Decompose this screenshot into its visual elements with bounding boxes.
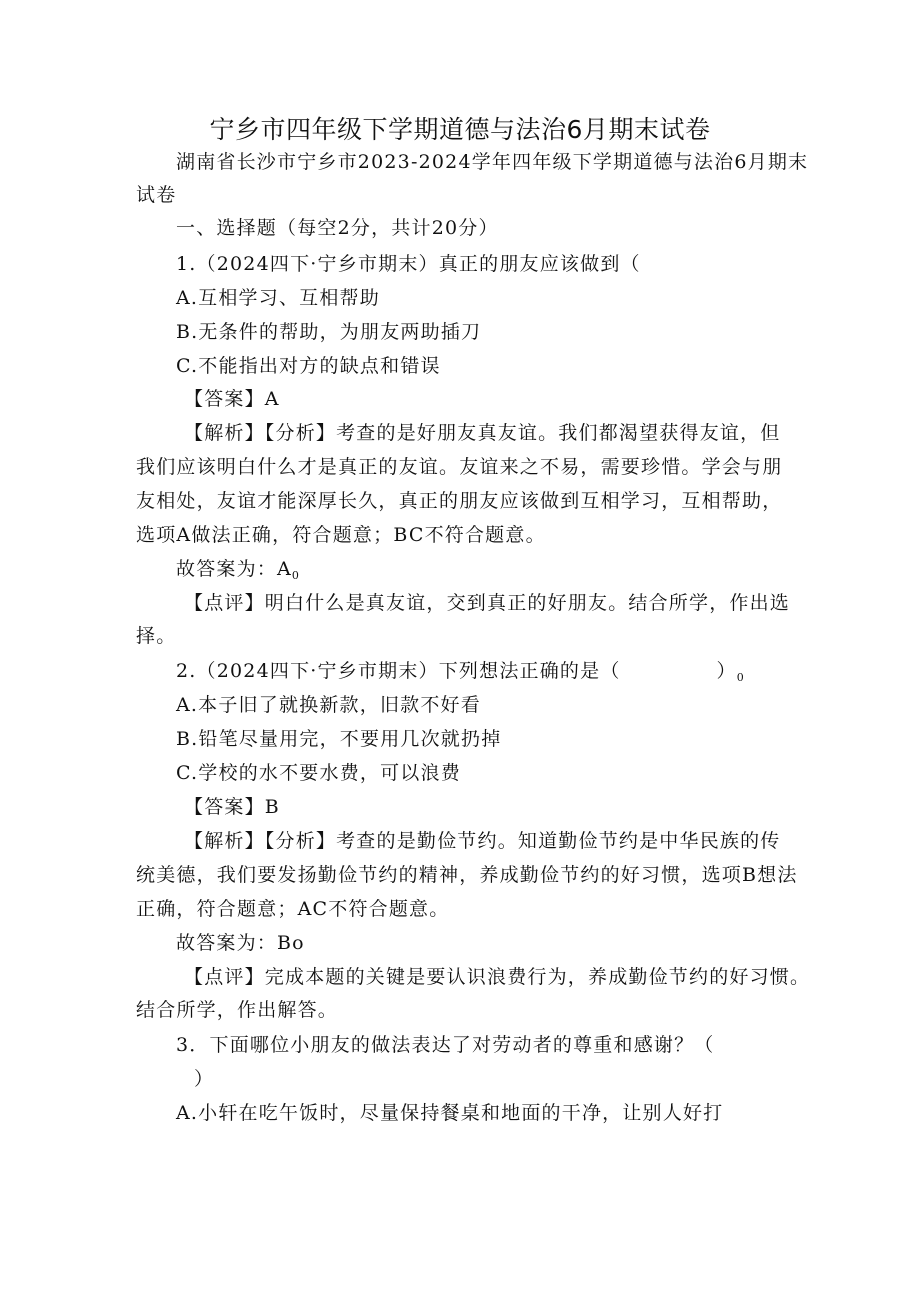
q1-comment-line-1: 【点评】明白什么是真友谊，交到真正的好朋友。结合所学，作出选 <box>184 592 791 614</box>
q1-analysis-line-4: 选项A做法正确，符合题意；BC不符合题意。 <box>136 524 546 546</box>
q1-option-b: B.无条件的帮助，为朋友两助插刀 <box>176 321 482 343</box>
subtitle-line-1: 湖南省长沙市宁乡市2023-2024学年四年级下学期道德与法治6月期末 <box>176 151 809 173</box>
q1-analysis-line-2: 我们应该明白什么才是真正的友谊。友谊来之不易，需要珍惜。学会与朋 <box>136 456 783 478</box>
q1-final-text: 故答案为：A <box>176 558 292 580</box>
section-heading: 一、选择题（每空2分，共计20分） <box>176 217 499 239</box>
q1-stem: 1.（2024四下·宁乡市期末）真正的朋友应该做到（ <box>176 253 641 275</box>
q1-answer: 【答案】A <box>184 388 280 410</box>
q3-option-a: A.小轩在吃午饭时，尽量保持餐桌和地面的干净，让别人好打 <box>176 1102 724 1124</box>
q1-option-c: C.不能指出对方的缺点和错误 <box>176 355 441 377</box>
q2-analysis-line-3: 正确，符合题意；AC不符合题意。 <box>136 898 450 920</box>
q1-analysis-line-3: 友相处，友谊才能深厚长久，真正的朋友应该做到互相学习，互相帮助， <box>136 490 783 512</box>
q1-comment-line-2: 择。 <box>136 625 177 647</box>
q2-option-c: C.学校的水不要水费，可以浪费 <box>176 762 461 784</box>
q1-analysis-line-1: 【解析】【分析】考查的是好朋友真友谊。我们都渴望获得友谊，但 <box>184 422 781 444</box>
q2-final-answer: 故答案为：Bo <box>176 932 305 954</box>
q1-final-sub: 0 <box>291 569 299 582</box>
subtitle-line-2: 试卷 <box>136 184 177 206</box>
q1-final-answer <box>176 557 299 588</box>
q2-stem-sub: 0 <box>736 671 744 684</box>
q2-stem-text: 2.（2024四下·宁乡市期末）下列想法正确的是（ <box>176 660 621 682</box>
page-title: 宁乡市四年级下学期道德与法治6月期末试卷 <box>209 115 711 144</box>
q1-option-a: A.互相学习、互相帮助 <box>176 287 380 309</box>
q2-comment-line-1: 【点评】完成本题的关键是要认识浪费行为，养成勤俭节约的好习惯。 <box>184 966 811 988</box>
q2-option-a: A.本子旧了就换新款，旧款不好看 <box>176 694 481 716</box>
q3-stem-close: ） <box>194 1068 215 1090</box>
q2-stem <box>176 659 744 690</box>
q2-comment-line-2: 结合所学，作出解答。 <box>136 999 339 1021</box>
q2-analysis-line-1: 【解析】【分析】考查的是勤俭节约。知道勤俭节约是中华民族的传 <box>184 830 781 852</box>
q2-option-b: B.铅笔尽量用完，不要用几次就扔掉 <box>176 728 502 750</box>
q2-stem-close: ） <box>716 660 737 682</box>
q2-answer: 【答案】B <box>184 796 280 818</box>
q2-analysis-line-2: 统美德，我们要发扬勤俭节约的精神，养成勤俭节约的好习惯，选项B想法 <box>136 864 798 886</box>
q3-stem: 3．下面哪位小朋友的做法表达了对劳动者的尊重和感谢？（ <box>176 1034 715 1056</box>
